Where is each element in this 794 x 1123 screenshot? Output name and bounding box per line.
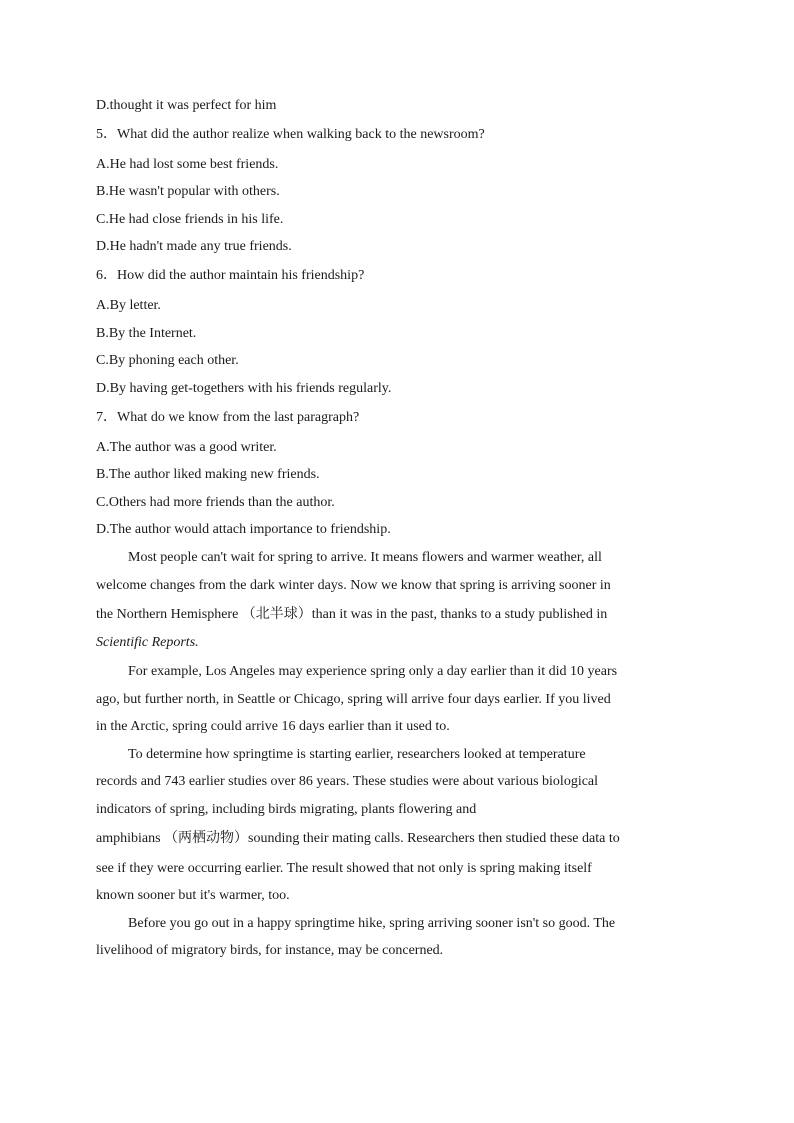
passage-p1-source: Scientific Reports. — [96, 635, 199, 650]
passage-p1-line-1: Most people can't wait for spring to arrive. It means flowers and warmer weather, all — [128, 550, 602, 565]
q5-option-a: A.He had lost some best friends. — [96, 157, 279, 172]
q6-option-b: B.By the Internet. — [96, 326, 197, 341]
q4-option-d: D.thought it was perfect for him — [96, 98, 277, 113]
q5-option-b: B.He wasn't popular with others. — [96, 184, 280, 199]
q7-option-b: B.The author liked making new friends. — [96, 467, 320, 482]
passage-p3-line-3: indicators of spring, including birds migrating, plants flowering and — [96, 802, 477, 817]
passage-p2-line-1: For example, Los Angeles may experience spring only a day earlier than it did 10 years — [128, 664, 618, 679]
q5-stem: 5．What did the author realize when walking back to the newsroom? — [96, 127, 485, 142]
q5-option-c: C.He had close friends in his life. — [96, 212, 284, 227]
passage-p3-line-6: known sooner but it's warmer, too. — [96, 888, 290, 903]
passage-p3-line-1: To determine how springtime is starting earlier, researchers looked at temperature — [128, 747, 586, 762]
q7-stem: 7．What do we know from the last paragraph? — [96, 410, 360, 425]
q7-option-d: D.The author would attach importance to friendship. — [96, 522, 391, 537]
passage-p3-line-5: see if they were occurring earlier. The result showed that not only is spring making itself — [96, 861, 592, 876]
q6-option-a: A.By letter. — [96, 298, 161, 313]
passage-p2-line-2: ago, but further north, in Seattle or Chicago, spring will arrive four days earlier. If you lived — [96, 692, 611, 707]
passage-p1-line-3: the Northern Hemisphere （北半球）than it was in the past, thanks to a study published in — [96, 607, 608, 622]
q6-stem: 6．How did the author maintain his friendship? — [96, 268, 365, 283]
q7-option-a: A.The author was a good writer. — [96, 440, 277, 455]
passage-p4-line-2: livelihood of migratory birds, for instance, may be concerned. — [96, 943, 444, 958]
passage-p3-line-4: amphibians （两栖动物）sounding their mating calls. Researchers then studied these data to — [96, 831, 620, 846]
q5-option-d: D.He hadn't made any true friends. — [96, 239, 292, 254]
passage-p2-line-3: in the Arctic, spring could arrive 16 days earlier than it used to. — [96, 719, 450, 734]
passage-p3-line-2: records and 743 earlier studies over 86 years. These studies were about various biological — [96, 774, 599, 789]
q6-option-c: C.By phoning each other. — [96, 353, 239, 368]
passage-p4-line-1: Before you go out in a happy springtime hike, spring arriving sooner isn't so good. The — [128, 916, 616, 931]
q7-option-c: C.Others had more friends than the author. — [96, 495, 335, 510]
passage-p1-line-2: welcome changes from the dark winter days. Now we know that spring is arriving sooner in — [96, 578, 611, 593]
q6-option-d: D.By having get-togethers with his friends regularly. — [96, 381, 392, 396]
